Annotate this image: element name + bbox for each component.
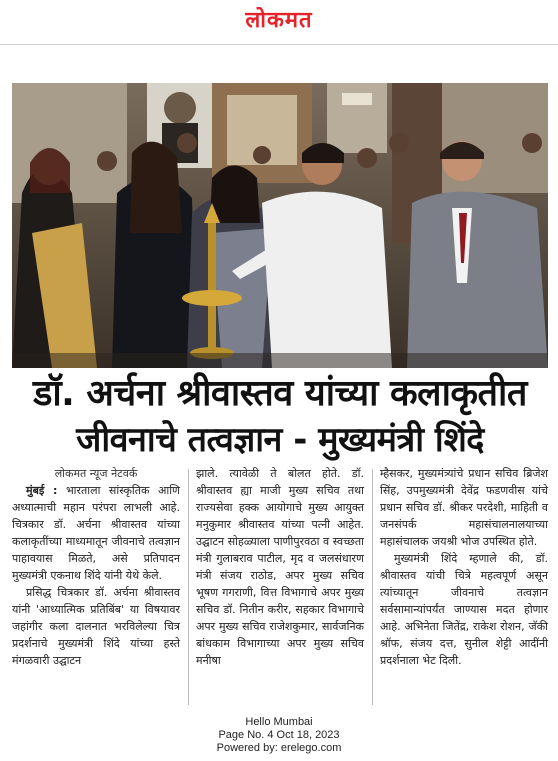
column-divider xyxy=(188,469,189,705)
article-paragraph: मुख्यमंत्री शिंदे म्हणाले की, डॉ. श्रीवास्तव यांची चित्रे महत्वपूर्ण असून त्यांच्यातून जीवनाचे तत्वज्ञान सर्वसामान्यांपर्यंत जाण्यास मदत होणार आहे. अभिनेता जितेंद्र, राकेश रोशन, जॅकी श्रॉफ, संजय दत्त, सुनील शेट्टी आदींनी प्रदर्शनाला भेट दिली. xyxy=(380,552,548,667)
article-column-1 xyxy=(12,465,180,710)
article-paragraph: प्रसिद्ध चित्रकार डॉ. अर्चना श्रीवास्तव यांनी 'आध्यात्मिक प्रतिबिंब' या विषयावर जहांगीर कला दालनात भरविलेल्या चित्र प्रदर्शनाचे मुख्यमंत्री शिंदे यांच्या हस्ते मंगळवारी उद्घाटन xyxy=(12,586,180,667)
article-text: भारताला सांस्कृतिक आणि अध्यात्माची महान परंपरा लाभली आहे. चित्रकार डॉ. अर्चना श्रीवास्तव यांच्या कलाकृतींच्या माध्यमातून जीवनाचे तत्वज्ञान पाहावयास मिळते, असे प्रतिपादन मुख्यमंत्री एकनाथ शिंदे यांनी येथे केले. xyxy=(12,484,180,582)
column-divider xyxy=(372,469,373,705)
page-footer xyxy=(0,716,558,755)
article-column-2 xyxy=(196,465,364,710)
newspaper-logo: लोकमत xyxy=(245,7,313,33)
masthead-divider xyxy=(0,44,558,45)
headline-line-1: डॉ. अर्चना श्रीवास्तव यांच्या कलाकृतीत xyxy=(33,373,527,414)
article-column-3 xyxy=(380,465,548,710)
lamp-lighting-photo xyxy=(12,83,548,368)
byline: लोकमत न्यूज नेटवर्क xyxy=(54,467,138,480)
edition-name: Hello Mumbai xyxy=(245,716,313,728)
dateline: मुंबई : xyxy=(26,484,58,497)
article-paragraph: म्हैसकर, मुख्यमंत्र्यांचे प्रधान सचिव ब्रिजेश सिंह, उपमुख्यमंत्री देवेंद्र फडणवीस यांचे प्रधान सचिव डॉ. श्रीकर परदेशी, माहिती व जनसंपर्क महासंचालनालयाच्या महासंचालक जयश्री भोज उपस्थित होते. xyxy=(380,467,548,548)
article-paragraph: झाले. त्यावेळी ते बोलत होते. डॉ. श्रीवास्तव ह्या माजी मुख्य सचिव तथा राज्यसेवा हक्क आयोगाचे मुख्य आयुक्त मनुकुमार श्रीवास्तव यांच्या पत्नी आहेत. उद्घाटन सोहळ्याला पाणीपुरवठा व स्वच्छता मंत्री गुलाबराव पाटील, मृद व जलसंधारण मंत्री संजय राठोड, अपर मुख्य सचिव भूषण गगराणी, वित्त विभागाचे अपर मुख्य सचिव डॉ. नितीन करीर, सहकार विभागाचे अपर मुख्य सचिव राजेशकुमार, सार्वजनिक बांधकाम विभागाच्या अपर मुख्य सचिव मनीषा xyxy=(196,467,364,667)
powered-by: Powered by: erelego.com xyxy=(216,742,342,754)
page-and-date: Page No. 4 Oct 18, 2023 xyxy=(218,729,340,741)
news-photo xyxy=(12,83,548,368)
headline-line-2: जीवनाचे तत्वज्ञान - मुख्यमंत्री शिंदे xyxy=(76,420,484,460)
masthead xyxy=(0,0,558,44)
article-body xyxy=(12,465,548,710)
article-paragraph xyxy=(12,482,180,584)
